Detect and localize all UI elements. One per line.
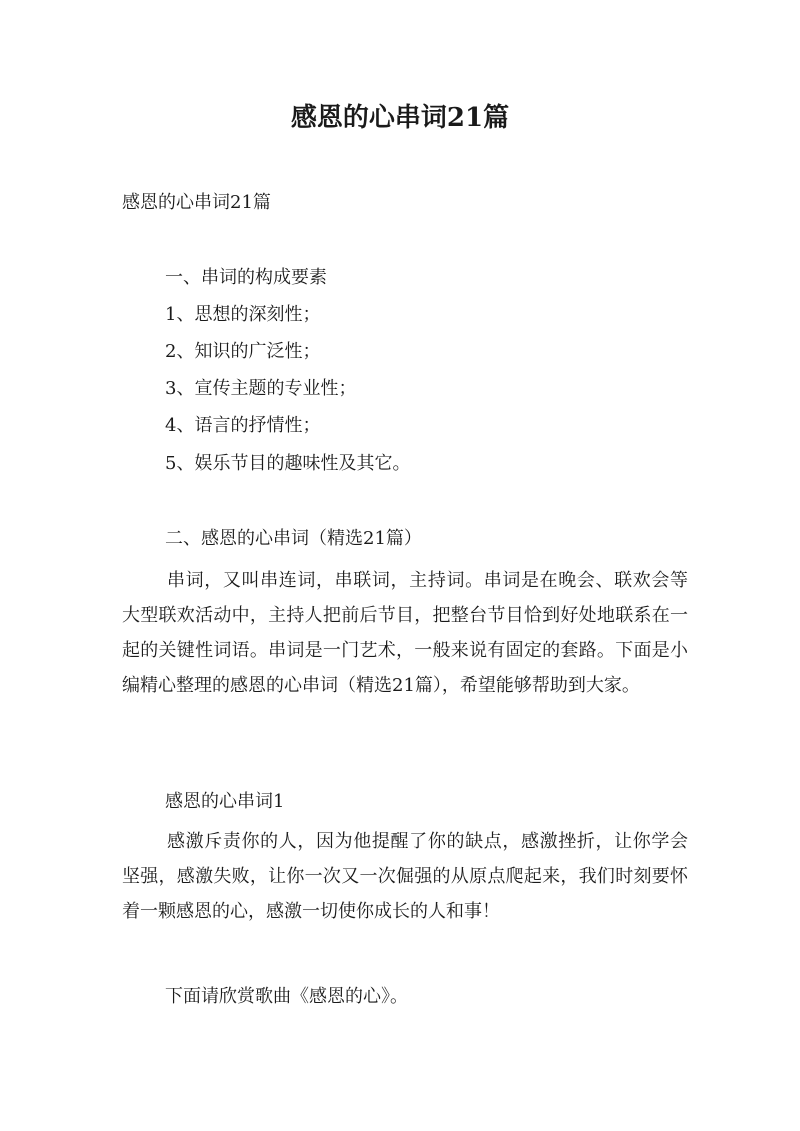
list-item: 5、娱乐节目的趣味性及其它。: [165, 453, 411, 474]
list-item: 3、宣传主题的专业性；: [165, 378, 357, 399]
list-item: 4、语言的抒情性；: [165, 415, 321, 436]
document-subtitle: 感恩的心串词21篇: [122, 192, 271, 213]
section2-heading: 二、感恩的心串词（精选21篇）: [165, 528, 422, 549]
piece1-closing: 下面请欣赏歌曲《感恩的心》。: [165, 986, 408, 1007]
piece1-body-paragraph: 感激斥责你的人，因为他提醒了你的缺点，感激挫折，让你学会坚强，感激失败，让你一次又一次倔强的从原点爬起来，我们时刻要怀着一颗感恩的心，感激一切使你成长的人和事！: [122, 831, 688, 922]
list-item: 2、知识的广泛性；: [165, 341, 321, 362]
list-item: 1、思想的深刻性；: [165, 304, 321, 325]
section1-heading: 一、串词的构成要素: [165, 267, 327, 288]
section2-intro-paragraph: 串词，又叫串连词，串联词，主持词。串词是在晚会、联欢会等大型联欢活动中，主持人把前后节目，把整台节目恰到好处地联系在一起的关键性词语。串词是一门艺术，一般来说有固定的套路。下面是小编精心整理的感恩的心串词（精选21篇），希望能够帮助到大家。: [122, 570, 688, 696]
piece1-heading: 感恩的心串词1: [165, 791, 285, 812]
document-title: 感恩的心串词21篇: [290, 103, 510, 133]
